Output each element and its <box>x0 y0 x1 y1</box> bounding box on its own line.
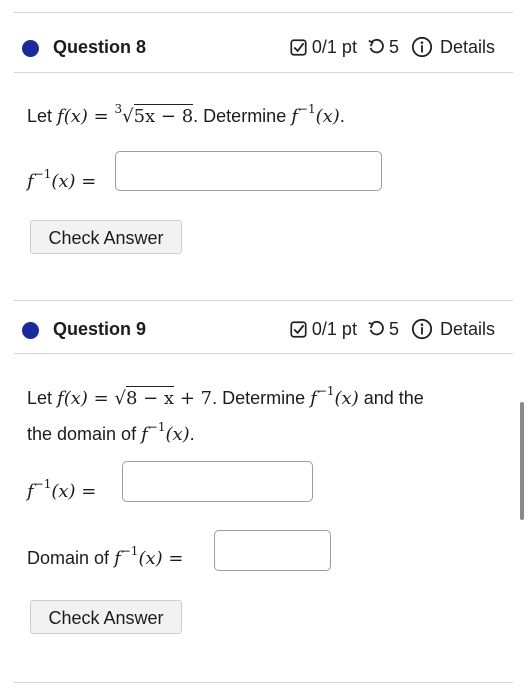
question-8-title: Question 8 <box>53 37 147 57</box>
info-circle-icon[interactable] <box>411 36 433 58</box>
scrollbar-thumb[interactable] <box>520 402 524 520</box>
top-divider <box>14 12 513 13</box>
bottom-divider <box>14 682 513 683</box>
question-9-domain-label: Domain of $f^{-1}(x)$ = <box>27 544 184 569</box>
question-9-check-answer-button[interactable]: Check Answer <box>30 600 182 634</box>
inverse-function: $f^{-1}(x)$ <box>310 384 359 409</box>
question-8-divider <box>14 72 513 73</box>
question-9-meta <box>290 318 495 340</box>
question-9-header <box>0 310 529 350</box>
question-8-score: 0/1 pt <box>311 36 357 57</box>
checkbox-check-icon <box>290 321 307 338</box>
question-8-answer-label: $f^{-1}(x)$ = <box>27 167 97 192</box>
question-8-meta <box>290 36 495 58</box>
question-8-details-link[interactable]: Details <box>439 36 495 57</box>
question-9-score: 0/1 pt <box>311 318 357 339</box>
retry-arrow-icon <box>367 38 385 56</box>
question-9-divider <box>14 353 513 354</box>
function-definition: f(x) = $^3$√5x − 8 <box>57 102 194 127</box>
question-separator <box>14 300 513 301</box>
question-9-domain-input[interactable] <box>214 530 331 571</box>
question-9-retries: 5 <box>388 318 399 339</box>
status-dot <box>22 40 39 57</box>
question-9-details-link[interactable]: Details <box>439 318 495 339</box>
retry-arrow-icon <box>367 320 385 338</box>
question-8-check-answer-button[interactable]: Check Answer <box>30 220 182 254</box>
question-9-answer-input[interactable] <box>122 461 313 502</box>
inverse-function: $f^{-1}(x)$ <box>291 102 340 127</box>
info-circle-icon[interactable] <box>411 318 433 340</box>
question-8-answer-input[interactable] <box>115 151 382 191</box>
question-8-header <box>0 28 529 68</box>
question-9-title: Question 9 <box>53 319 147 339</box>
question-8-prompt: Let f(x) = $^3$√5x − 8. Determine $f^{-1}(x)$. <box>27 102 345 127</box>
question-9-answer-label: $f^{-1}(x)$ = <box>27 477 97 502</box>
question-8-retries: 5 <box>388 36 399 57</box>
question-9-prompt: Let f(x) = √8 − x + 7. Determine $f^{-1}(x)$ and the the domain of $f^{-1}(x)$. <box>27 384 424 445</box>
status-dot <box>22 322 39 339</box>
inverse-function: $f^{-1}(x)$ <box>141 420 190 445</box>
function-definition: f(x) = √8 − x + 7 <box>57 388 213 409</box>
checkbox-check-icon <box>290 39 307 56</box>
